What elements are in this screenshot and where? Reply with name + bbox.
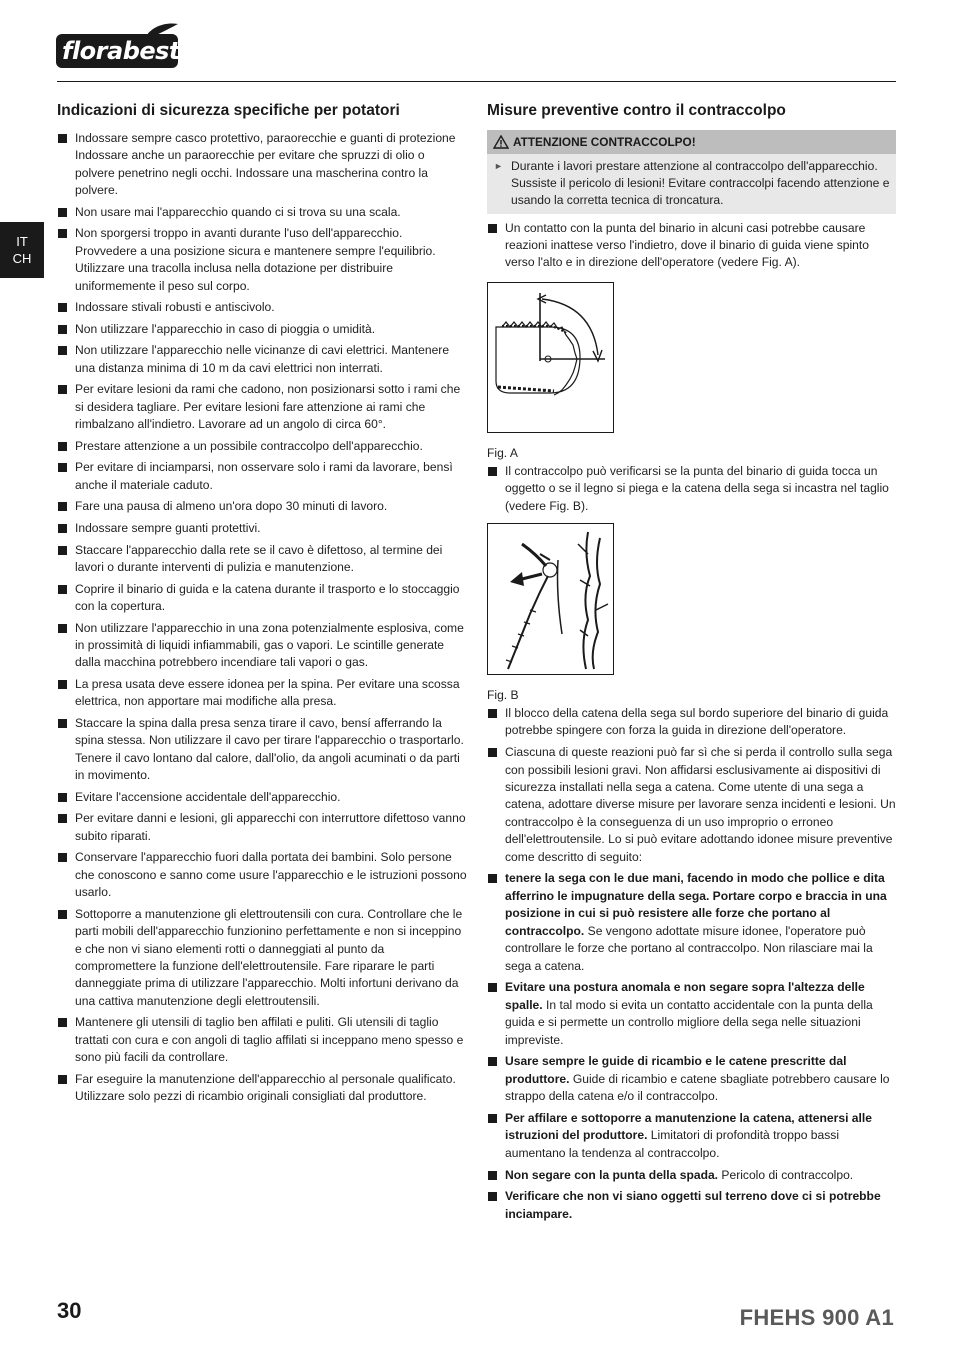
lang-code-it: IT xyxy=(16,234,28,249)
figure-a-caption: Fig. A xyxy=(487,445,518,460)
right-column xyxy=(487,100,896,1228)
bullet-square-icon xyxy=(58,346,67,355)
bullet-square-icon xyxy=(58,134,67,143)
list-item: Far eseguire la manutenzione dell'apparecchio al personale qualificato. Utilizzare solo pezzi di ricambio originali consigliati dal produttore. xyxy=(57,1071,467,1106)
kickback-list-c xyxy=(487,705,896,1223)
kickback-diagram-icon xyxy=(488,283,613,432)
bullet-square-icon xyxy=(58,502,67,511)
list-item: Non utilizzare l'apparecchio in caso di pioggia o umidità. xyxy=(57,321,467,338)
list-item: Un contatto con la punta del binario in alcuni casi potrebbe causare reazioni inattese verso l'indietro, dove il binario di guida viene spinto verso l'alto e in direzione dell'operatore (vedere Fig. A). xyxy=(487,220,896,272)
list-item: Staccare la spina dalla presa senza tirare il cavo, bensí afferrando la spina stessa. Non utilizzare il cavo per tirare l'apparecchio o trasportarlo. Tenere il cavo lontano dal calore, dall'olio, da angoli acuminati o da parti in movimento. xyxy=(57,715,467,785)
lang-code-ch: CH xyxy=(12,251,32,266)
list-item: Evitare una postura anomala e non segare sopra l'altezza delle spalle. In tal modo si evita un contatto accidentale con la punta della guida e si permette un controllo migliore della sega nelle situazioni impreviste. xyxy=(487,979,896,1049)
bullet-square-icon xyxy=(58,385,67,394)
warning-box xyxy=(487,130,896,214)
bullet-square-icon xyxy=(58,1075,67,1084)
bullet-square-icon xyxy=(58,546,67,555)
left-column xyxy=(57,100,467,1110)
bullet-square-icon xyxy=(58,325,67,334)
page-number: 30 xyxy=(57,1298,82,1323)
right-heading: Misure preventive contro il contraccolpo xyxy=(487,102,786,119)
list-item: Per affilare e sottoporre a manutenzione la catena, attenersi alle istruzioni del produttore. Limitatori di profondità troppo bassi aumentano la tendenza al contraccolpo. xyxy=(487,1110,896,1162)
kickback-list-a xyxy=(487,220,896,272)
bullet-square-icon xyxy=(58,229,67,238)
bullet-square-icon xyxy=(488,983,497,992)
bullet-square-icon xyxy=(488,1171,497,1180)
list-item: Fare una pausa di almeno un'ora dopo 30 minuti di lavoro. xyxy=(57,498,467,515)
bullet-square-icon xyxy=(488,224,497,233)
bullet-square-icon xyxy=(488,1192,497,1201)
bullet-square-icon xyxy=(488,874,497,883)
list-item: Indossare sempre guanti protettivi. xyxy=(57,520,467,537)
warning-title: ATTENZIONE CONTRACCOLPO! xyxy=(513,135,696,149)
warning-text: Durante i lavori prestare attenzione al contraccolpo dell'apparecchio. Sussiste il pericolo di lesioni! Evitare contraccolpi facendo attenzione e usando la corretta tecnica di troncatura. xyxy=(511,159,890,208)
list-item: Il contraccolpo può verificarsi se la punta del binario di guida tocca un oggetto o se il legno si piega e la catena della sega si incastra nel taglio (vedere Fig. B). xyxy=(487,463,896,515)
language-tab xyxy=(0,222,44,278)
list-item: Non sporgersi troppo in avanti durante l'uso dell'apparecchio. Provvedere a una posizione sicura e mantenere sempre l'equilibrio. Utilizzare una tracolla inclusa nella dotazione per distribuire uniformemente il peso sul corpo. xyxy=(57,225,467,295)
bullet-square-icon xyxy=(58,793,67,802)
list-item: Conservare l'apparecchio fuori dalla portata dei bambini. Solo persone che conoscono e sanno come usure l'apparecchio e le istruzioni possono usarlo. xyxy=(57,849,467,901)
header-rule xyxy=(57,81,896,82)
bullet-square-icon xyxy=(488,748,497,757)
list-item: tenere la sega con le due mani, facendo in modo che pollice e dita afferrino le impugnature della sega. Portare corpo e braccia in una posizione in cui si può resistere alle forze che portano al contraccolpo. Se vengono adottate misure idonee, l'operatore può controllare le forze che portano al contraccolpo. Non rilasciare mai la sega a catena. xyxy=(487,870,896,974)
bullet-square-icon xyxy=(488,1114,497,1123)
list-item: Non usare mai l'apparecchio quando ci si trova su una scala. xyxy=(57,204,467,221)
logo-text: florabest xyxy=(62,37,180,65)
list-item: Sottoporre a manutenzione gli elettroutensili con cura. Controllare che le parti mobili dell'apparecchio funzionino perfettamente e non si inceppino e che non vi siano elementi rotti o danneggiati al punto da compromettere la funzione dell'elettroutensile. Fare riparare le parti danneggiate prima di utilizzare l'apparecchio. Molti infortuni derivano da una cattiva manutenzione degli elettroutensili. xyxy=(57,906,467,1010)
list-item: Ciascuna di queste reazioni può far sì che si perda il controllo sulla sega con possibili lesioni gravi. Non affidarsi esclusivamente ai dispositivi di sicurezza installati nella sega a catena. Come utente di una sega a catena, adottare diverse misure per lavorare senza incidenti e lesioni. Un contraccolpo è la conseguenza di un uso improprio o erroneo dell'elettroutensile. Lo si può evitare adottando idonee misure preventive come descritto di seguito: xyxy=(487,744,896,866)
bullet-square-icon xyxy=(488,467,497,476)
figure-a xyxy=(487,282,614,433)
list-item: Non utilizzare l'apparecchio in una zona potenzialmente esplosiva, come in prossimità di liquidi infiammabili, gas o vapori. Le scintille generate dalla macchina potrebbero incendiare tali vapori o gas. xyxy=(57,620,467,672)
list-item: Per evitare danni e lesioni, gli apparecchi con interruttore difettoso vanno subito riparati. xyxy=(57,810,467,845)
bullet-square-icon xyxy=(58,680,67,689)
list-item: Per evitare di inciamparsi, non osservare solo i rami da lavorare, bensì anche il materiale caduto. xyxy=(57,459,467,494)
list-item: La presa usata deve essere idonea per la spina. Per evitare una scossa elettrica, non apportare mai modifiche alla presa. xyxy=(57,676,467,711)
list-item: Indossare sempre casco protettivo, paraorecchie e guanti di protezione Indossare anche un paraorecchie per evitare che spruzzi di olio o polvere penetrino negli occhi. Indossare una mascherina contro la polvere. xyxy=(57,130,467,200)
list-item: Coprire il binario di guida e la catena durante il trasporto e lo stoccaggio con la copertura. xyxy=(57,581,467,616)
model-name: FHEHS 900 A1 xyxy=(739,1305,894,1330)
arrow-right-icon: ► xyxy=(494,161,503,171)
left-heading: Indicazioni di sicurezza specifiche per potatori xyxy=(57,102,400,119)
pruner-kickback-icon xyxy=(488,524,613,674)
bullet-square-icon xyxy=(58,463,67,472)
warning-header xyxy=(487,130,896,154)
list-item: Usare sempre le guide di ricambio e le catene prescritte dal produttore. Guide di ricambio e catene sbagliate potrebbero causare lo strappo della catena e/o il contraccolpo. xyxy=(487,1053,896,1105)
list-item: Il blocco della catena della sega sul bordo superiore del binario di guida potrebbe spingere con forza la guida in direzione dell'operatore. xyxy=(487,705,896,740)
figure-b xyxy=(487,523,614,675)
list-item: Per evitare lesioni da rami che cadono, non posizionarsi sotto i rami che si desidera tagliare. Per evitare lesioni fare attenzione ai rami che rimbalzano all'indietro. Lavorare ad un angolo di circa 60°. xyxy=(57,381,467,433)
warning-body xyxy=(487,154,896,214)
list-item: Verificare che non vi siano oggetti sul terreno dove ci si potrebbe inciampare. xyxy=(487,1188,896,1223)
list-item: Evitare l'accensione accidentale dell'apparecchio. xyxy=(57,789,467,806)
list-item: Indossare stivali robusti e antiscivolo. xyxy=(57,299,467,316)
list-item: Prestare attenzione a un possibile contraccolpo dell'apparecchio. xyxy=(57,438,467,455)
bullet-square-icon xyxy=(58,585,67,594)
bullet-square-icon xyxy=(58,719,67,728)
kickback-list-b xyxy=(487,463,896,515)
bullet-square-icon xyxy=(58,1018,67,1027)
list-item: Non segare con la punta della spada. Pericolo di contraccolpo. xyxy=(487,1167,896,1184)
bullet-square-icon xyxy=(58,303,67,312)
safety-list xyxy=(57,130,467,1106)
list-item: Mantenere gli utensili di taglio ben affilati e puliti. Gli utensili di taglio trattati con cura e con angoli di taglio affilati si inceppano meno spesso e sono più facili da controllare. xyxy=(57,1014,467,1066)
bullet-square-icon xyxy=(488,1057,497,1066)
list-item: Non utilizzare l'apparecchio nelle vicinanze di cavi elettrici. Mantenere una distanza minima di 10 m da cavi elettrici non interrati. xyxy=(57,342,467,377)
bullet-square-icon xyxy=(58,910,67,919)
bullet-square-icon xyxy=(58,524,67,533)
bullet-square-icon xyxy=(488,709,497,718)
bullet-square-icon xyxy=(58,442,67,451)
figure-b-caption: Fig. B xyxy=(487,688,519,703)
brand-logo xyxy=(56,22,180,70)
bullet-square-icon xyxy=(58,853,67,862)
bullet-square-icon xyxy=(58,208,67,217)
warning-triangle-icon xyxy=(493,135,509,149)
list-item: Staccare l'apparecchio dalla rete se il cavo è difettoso, al termine dei lavori o durante interventi di pulizia e manutenzione. xyxy=(57,542,467,577)
bullet-square-icon xyxy=(58,814,67,823)
bullet-square-icon xyxy=(58,624,67,633)
